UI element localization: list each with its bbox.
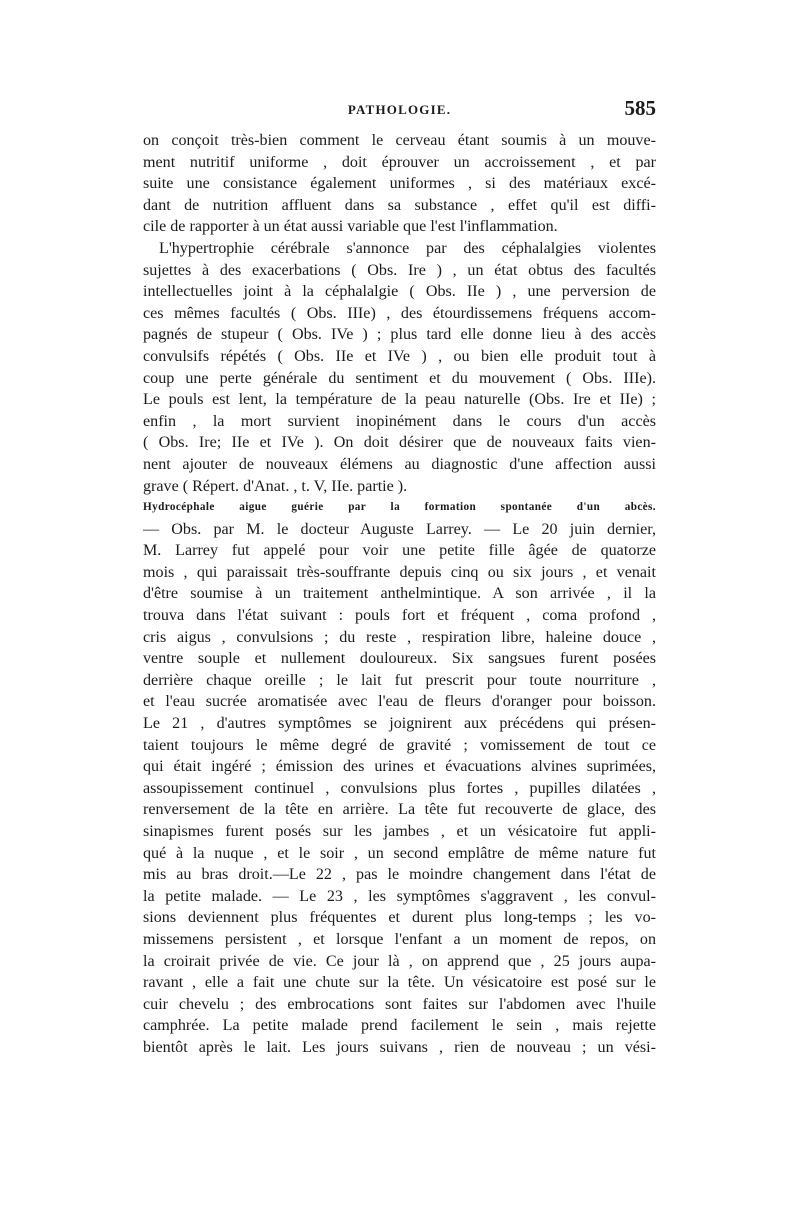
text-line: renversement de la tête en arrière. La tête fut recouverte de glace, des: [143, 801, 656, 819]
text-line: la petite malade. — Le 23 , les symptômes s'aggravent , les convul-: [143, 887, 656, 905]
text-line: sujettes à des exacerbations ( Obs. Ire ) , un état obtus des facultés: [143, 261, 656, 279]
text-line: sinapismes furent posés sur les jambes , et un vésicatoire fut appli-: [143, 823, 656, 840]
text-line: bientôt après le lait. Les jours suivans , rien de nouveau ; un vési-: [143, 1038, 656, 1056]
paragraph-continuation: [143, 130, 656, 238]
text-line: cile de rapporter à un état aussi variable que l'est l'inflammation.: [143, 218, 558, 236]
section-heading: Hydrocéphale aigue guérie par la formation spontanée d'un abcès.: [143, 501, 656, 514]
text-line: et l'eau sucrée aromatisée avec l'eau de fleurs d'oranger pour boisson.: [143, 693, 656, 711]
text-line: trouva dans l'état suivant : pouls fort et fréquent , coma profond ,: [143, 607, 656, 625]
text-line: nent ajouter de nouveaux élémens au diagnostic d'une affection aussi: [143, 455, 656, 473]
text-line: mis au bras droit.—Le 22 , pas le moindre changement dans l'état de: [143, 866, 656, 884]
text-line: d'être soumise à un traitement anthelmintique. A son arrivée , il la: [143, 585, 656, 603]
text-line: dant de nutrition affluent dans sa substance , effet qu'il est diffi-: [143, 196, 656, 214]
text-line: camphrée. La petite malade prend facilement le sein , mais rejette: [143, 1017, 656, 1035]
paragraph-hypertrophie: [143, 238, 656, 497]
text-line: Le 21 , d'autres symptômes se joignirent aux précédens qui présen-: [143, 715, 656, 733]
text-line: pagnés de stupeur ( Obs. IVe ) ; plus tard elle donne lieu à des accès: [143, 326, 656, 344]
text-line: missemens persistent , et lorsque l'enfant a un moment de repos, on: [143, 930, 656, 948]
page-header: [143, 96, 656, 126]
text-line: suite une consistance également uniformes , si des matériaux excé-: [143, 175, 656, 193]
text-line: ment nutritif uniforme , doit éprouver un accroissement , et par: [143, 153, 656, 171]
text-line: coup une perte générale du sentiment et du mouvement ( Obs. IIIe).: [143, 369, 656, 387]
text-line: enfin , la mort survient inopinément dans le cours d'un accès: [143, 412, 656, 430]
text-line: la croirait privée de vie. Ce jour là , on apprend que , 25 jours aupa-: [143, 952, 656, 970]
text-line: assoupissement continuel , convulsions plus fortes , pupilles dilatées ,: [143, 779, 656, 797]
text-line: ravant , elle a fait une chute sur la tête. Un vésicatoire est posé sur le: [143, 974, 656, 992]
text-line: ces mêmes facultés ( Obs. IIIe) , des étourdissemens fréquens accom-: [143, 304, 656, 322]
paragraph-observation: [143, 497, 656, 1058]
text-line: convulsifs répétés ( Obs. IIe et IVe ) , ou bien elle produit tout à: [143, 347, 656, 365]
text-line: ( Obs. Ire; IIe et IVe ). On doit désirer que de nouveaux faits vien-: [143, 434, 656, 452]
body-text: [143, 130, 656, 1059]
text-line: cuir chevelu ; des embrocations sont faites sur l'abdomen avec l'huile: [143, 995, 656, 1013]
text-line: qui était ingéré ; émission des urines et évacuations alvines suprimées,: [143, 758, 656, 776]
running-title: PATHOLOGIE.: [347, 102, 452, 117]
text-line: sions deviennent plus fréquentes et durent plus long-temps ; les vo-: [143, 909, 656, 927]
text-line: — Obs. par M. le docteur Auguste Larrey. — Le 20 juin dernier,: [143, 520, 656, 538]
text-line: taient toujours le même degré de gravité ; vomissement de tout ce: [143, 736, 656, 754]
text-line: M. Larrey fut appelé pour voir une petite fille âgée de quatorze: [143, 542, 656, 560]
page-number: 585: [624, 96, 656, 120]
text-line: intellectuelles joint à la céphalalgie ( Obs. IIe ) , une perversion de: [143, 283, 656, 301]
text-line: grave ( Répert. d'Anat. , t. V, IIe. partie ).: [143, 477, 408, 495]
text-line: cris aigus , convulsions ; du reste , respiration libre, haleine douce ,: [143, 628, 656, 646]
text-line: ventre souple et nullement douloureux. Six sangsues furent posées: [143, 650, 656, 668]
text-line: derrière chaque oreille ; le lait fut prescrit pour toute nourriture ,: [143, 671, 656, 689]
text-line: on conçoit très-bien comment le cerveau étant soumis à un mouve-: [143, 132, 656, 149]
text-line: qué à la nuque , et le soir , un second emplâtre de même nature fut: [143, 844, 656, 862]
text-line: mois , qui paraissait très-souffrante depuis cinq ou six jours , et venait: [143, 563, 656, 581]
text-line: Le pouls est lent, la température de la peau naturelle (Obs. Ire et IIe) ;: [143, 391, 656, 409]
text-line: L'hypertrophie cérébrale s'annonce par des céphalalgies violentes: [159, 239, 656, 257]
